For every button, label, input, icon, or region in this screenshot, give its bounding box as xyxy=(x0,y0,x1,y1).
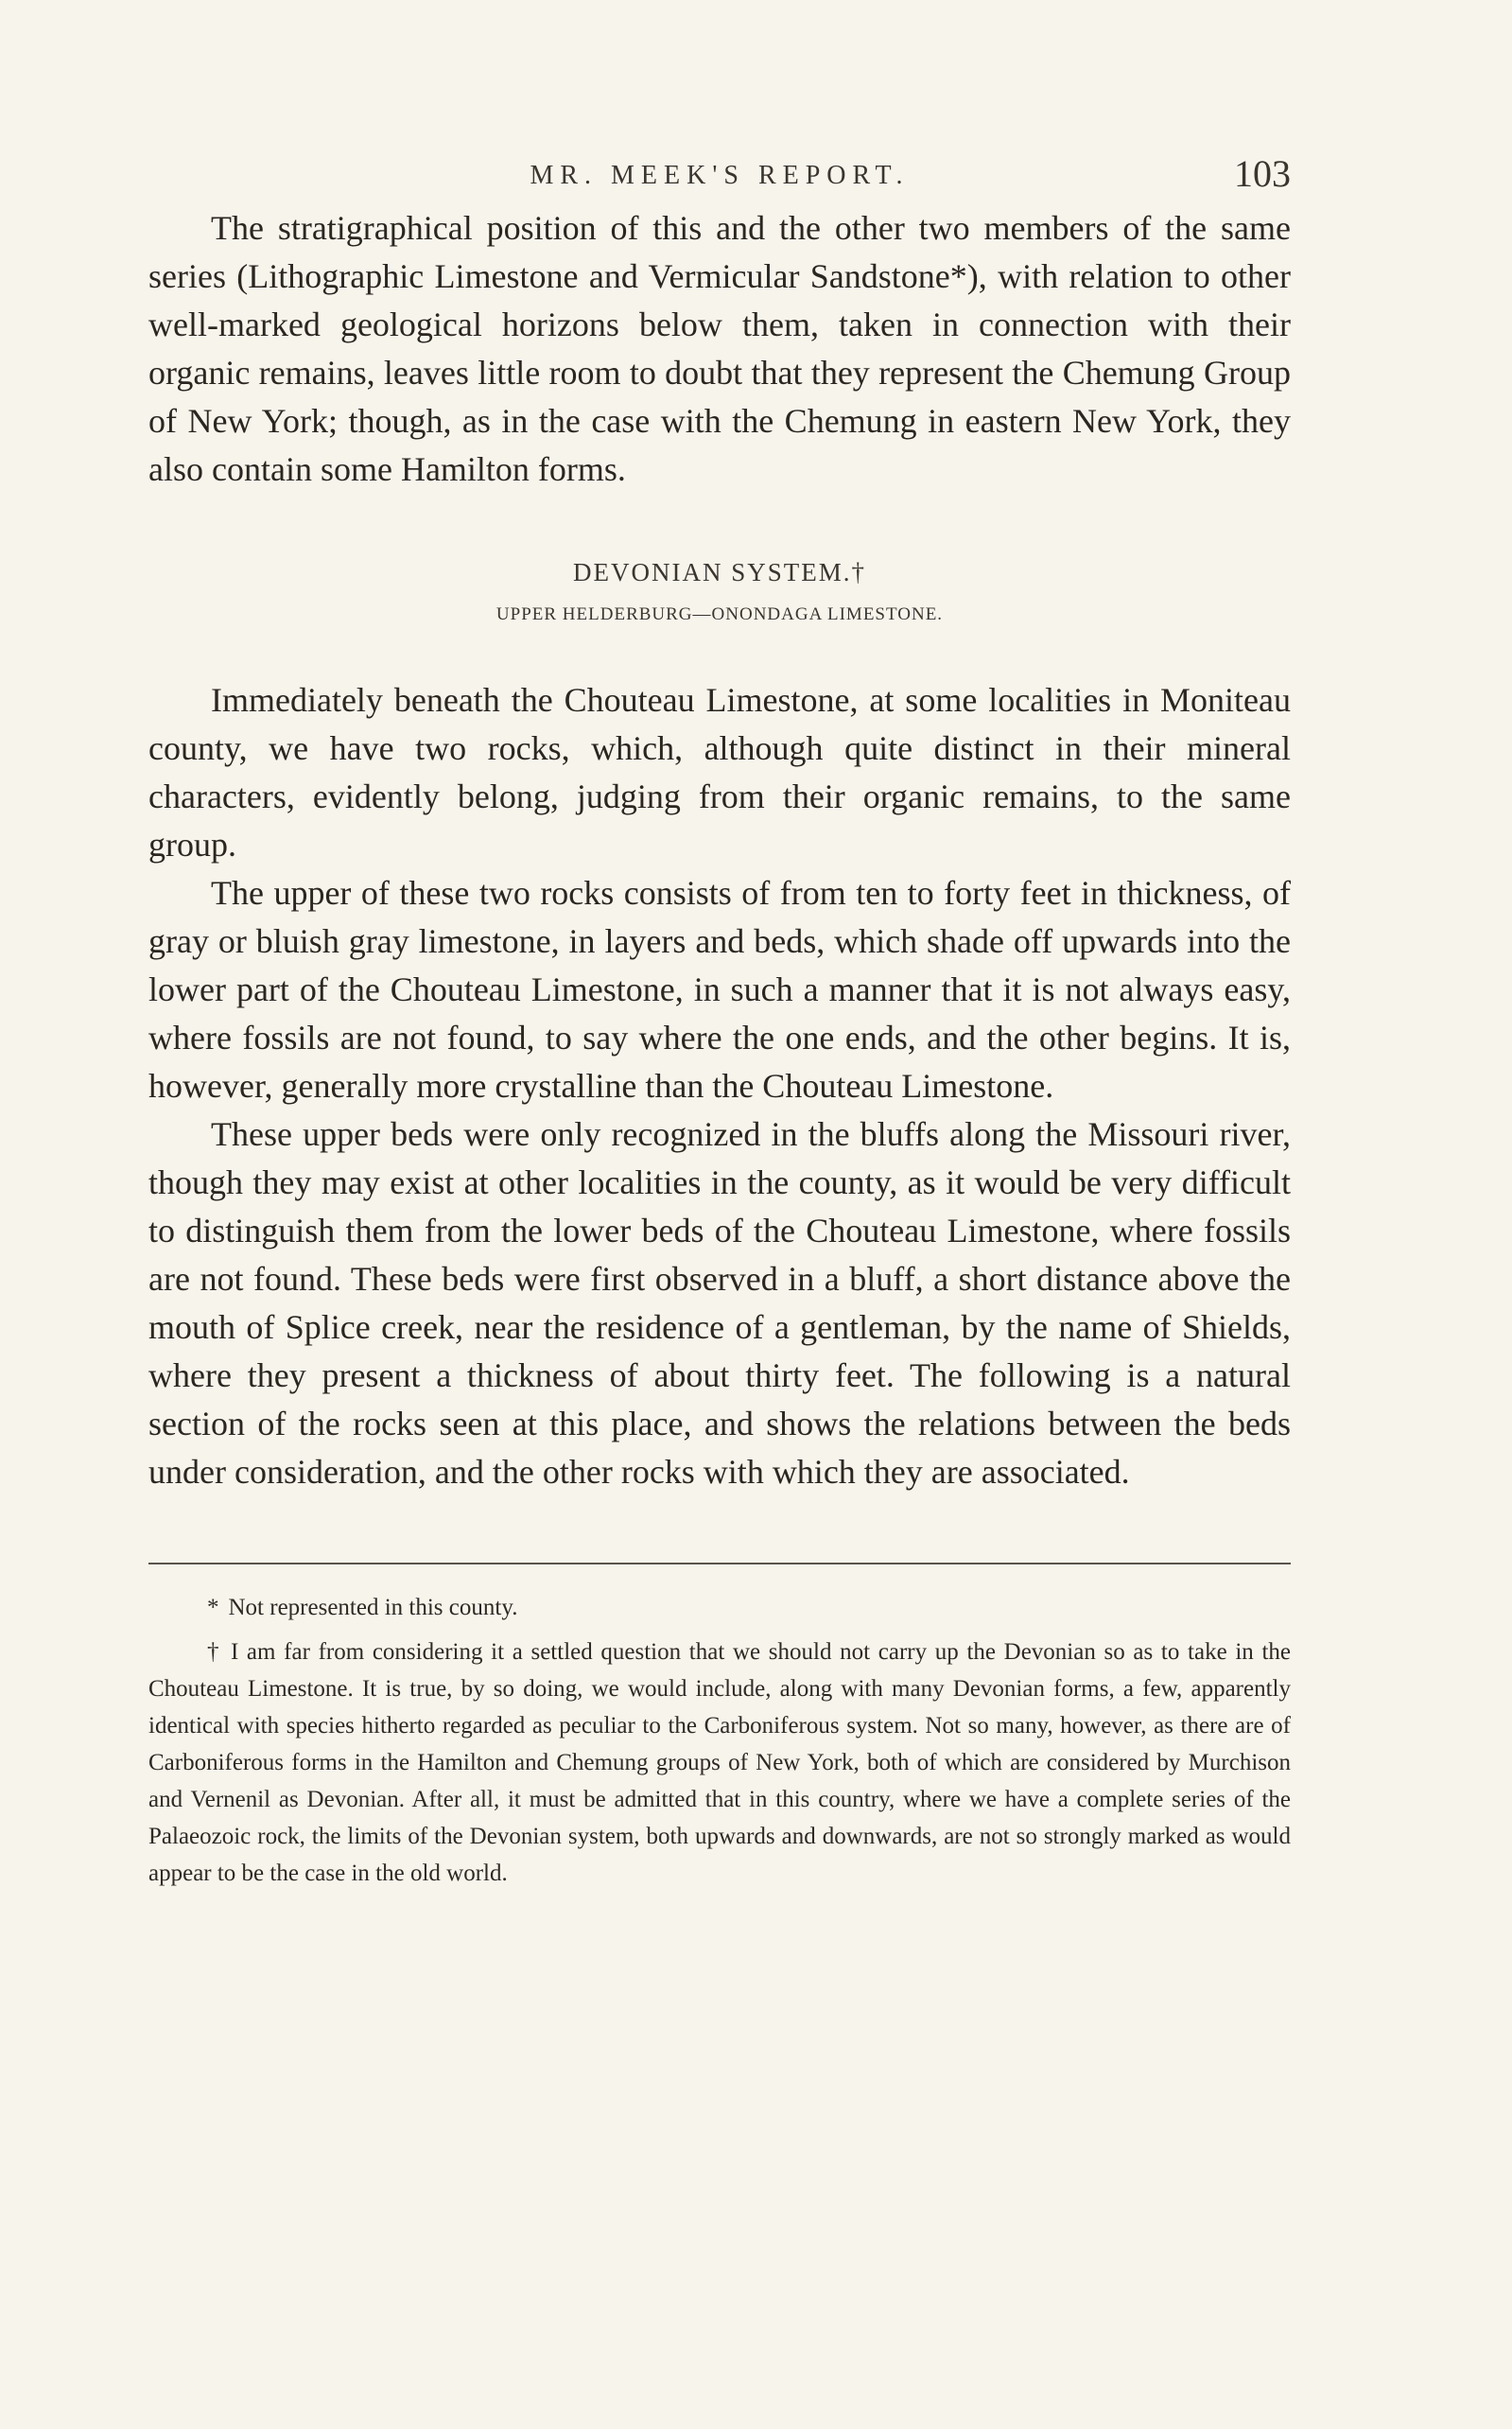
footnote-mark: * xyxy=(207,1595,219,1620)
body-paragraph: Immediately beneath the Chouteau Limestone, at some localities in Moniteau county, we have two rocks, which, although quite distinct in their mineral characters, evidently belong, judging from their organic remains, to the same group. xyxy=(148,681,1291,864)
footnote xyxy=(148,1634,1291,1892)
section-body xyxy=(148,676,1291,1496)
footnote-mark: † xyxy=(207,1639,221,1665)
footnote-text: Not represented in this county. xyxy=(228,1595,518,1620)
footnote xyxy=(148,1589,1291,1626)
body-paragraph: The upper of these two rocks consists of from ten to forty feet in thickness, of gray or bluish gray limestone, in layers and beds, which shade off upwards into the lower part of the Chouteau Limestone, in such a manner that it is not always easy, where fossils are not found, to say where the one ends, and the other begins. It is, however, generally more crystalline than the Chouteau Limestone. xyxy=(148,874,1291,1105)
footnote-divider xyxy=(148,1563,1291,1564)
book-page xyxy=(148,151,1291,1892)
page-number: 103 xyxy=(1234,152,1291,195)
section-heading: DEVONIAN SYSTEM.† xyxy=(573,558,866,586)
running-header xyxy=(148,151,1291,204)
running-title: MR. MEEK'S REPORT. xyxy=(530,161,910,190)
main-text xyxy=(148,204,1291,1496)
footnote-text: I am far from considering it a settled question that we should not carry up the Devonian so as to take in the Chouteau Limestone. It is true, by so doing, we would include, along with many Devonian forms, a few, apparently identical with species hitherto regarded as peculiar to the Carboniferous system. Not so many, however, as there are of Carboniferous forms in the Hamilton and Chemung groups of New York, both of which are considered by Murchison and Vernenil as Devonian. After all, it must be admitted that in this country, where we have a complete series of the Palaeozoic rock, the limits of the Devonian system, both upwards and downwards, are not so strongly marked as would appear to be the case in the old world. xyxy=(148,1639,1292,1886)
intro-paragraph: The stratigraphical position of this and the other two members of the same series (Lithographic Limestone and Vermicular Sandstone*), with relation to other well-marked geological horizons below them, taken in connection with their organic remains, leaves little room to doubt that they represent the Chemung Group of New York; though, as in the case with the Chemung in eastern New York, they also contain some Hamilton forms. xyxy=(148,209,1291,488)
footnotes xyxy=(148,1589,1291,1892)
body-paragraph: These upper beds were only recognized in the bluffs along the Missouri river, though they may exist at other localities in the county, as it would be very difficult to distinguish them from the lower beds of the Chouteau Limestone, where fossils are not found. These beds were first observed in a bluff, a short distance above the mouth of Splice creek, near the residence of a gentleman, by the name of Shields, where they present a thickness of about thirty feet. The following is a natural section of the rocks seen at this place, and shows the relations between the beds under consideration, and the other rocks with which they are associated. xyxy=(148,1115,1291,1491)
section-subheading: UPPER HELDERBURG—ONONDAGA LIMESTONE. xyxy=(495,604,944,624)
